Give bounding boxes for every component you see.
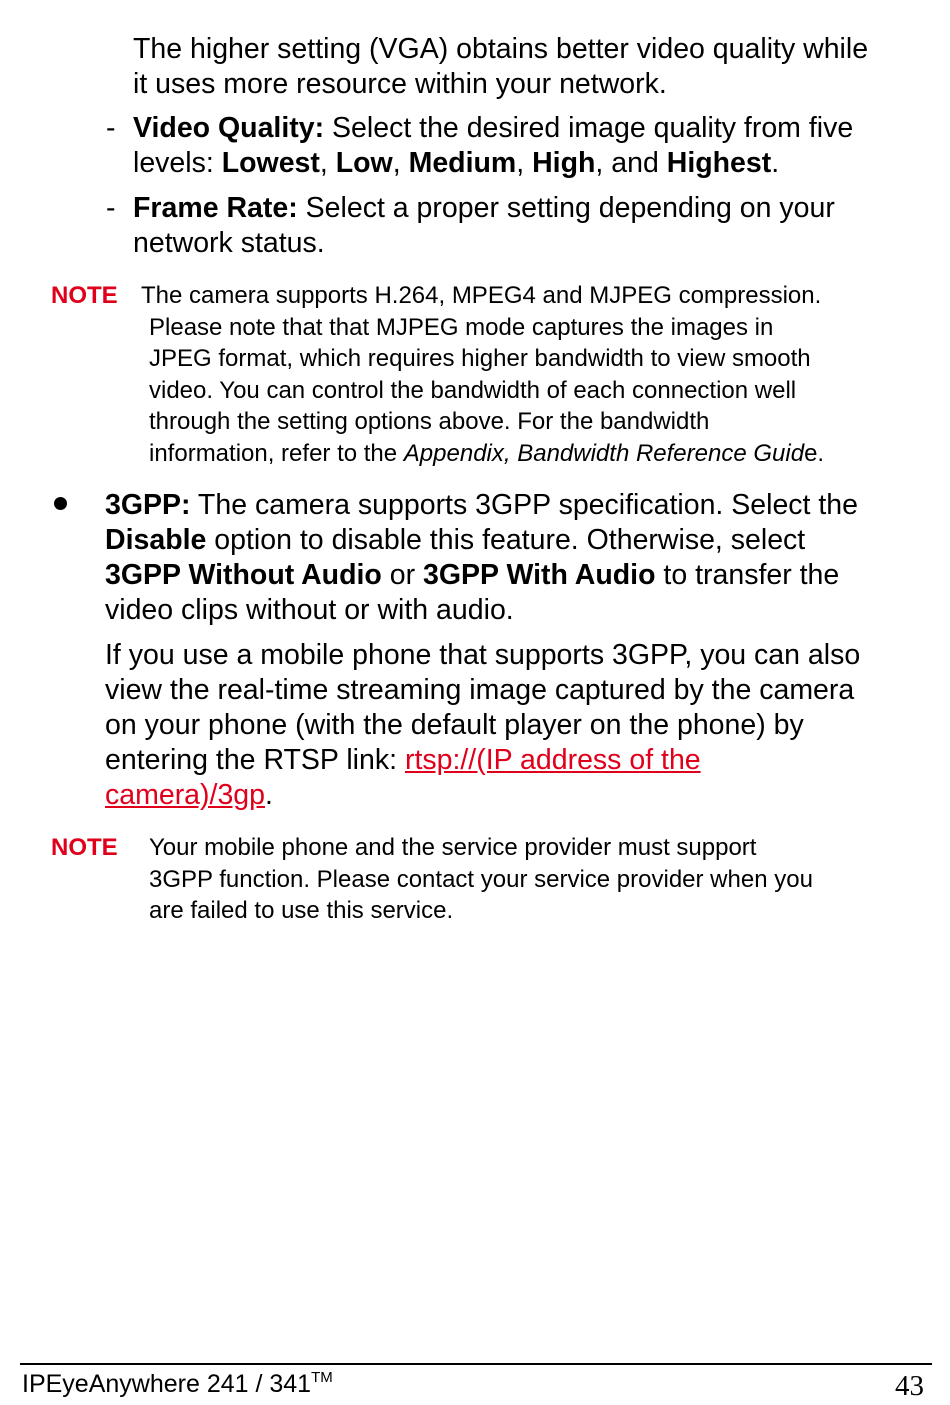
trademark-mark: TM [311,1369,333,1386]
note-label: NOTE [51,834,118,861]
rtsp-link-continued[interactable]: camera)/3gp [105,779,265,811]
level-medium: Medium [408,147,517,179]
intro-line-1: The higher setting (VGA) obtains better video quality while [133,33,869,65]
video-quality-item: Video Quality: Select the desired image quality from five levels: Lowest, Low, Medium, High, and Highest. [133,112,854,179]
dash-marker: - [106,192,116,224]
3gpp-label: 3GPP: [105,489,191,521]
intro-line-2: it uses more resource within your network. [133,68,667,100]
note-1-body: Please note that that MJPEG mode captures the images in JPEG format, which requires higher bandwidth to view smooth video. You can control the bandwidth of each connection well through the setting options above. For the bandwidth information, refer to the Appendix, Bandwidth Reference Guide. [149,313,825,467]
page-number: 43 [895,1370,924,1402]
note-label: NOTE [51,282,118,309]
intro-paragraph [133,32,868,102]
level-high: High [532,147,596,179]
frame-rate-label: Frame Rate: [133,192,298,224]
3gpp-paragraph-2: If you use a mobile phone that supports 3GPP, you can also view the real-time streaming image captured by the camera on your phone (with the default player on the phone) by entering the RTSP link: rtsp://(IP address of the camera)/3gp. [105,639,861,811]
disable-option: Disable [105,524,207,556]
note-2-body: Your mobile phone and the service provider must support 3GPP function. Please contact your service provider when you are failed to use this service. [149,834,813,925]
note-1-first-line: The camera supports H.264, MPEG4 and MJPEG compression. [141,282,822,309]
3gpp-item: 3GPP: The camera supports 3GPP specification. Select the Disable option to disable this feature. Otherwise, select 3GPP Without Audio or 3GPP With Audio to transfer the video clips without or with audio. [105,489,858,626]
frame-rate-item: Frame Rate: Select a proper setting depending on your network status. [133,192,835,259]
with-audio-option: 3GPP With Audio [423,559,656,591]
footer-divider [20,1363,932,1365]
footer-product-name: IPEyeAnywhere 241 / 341™ [22,1369,333,1398]
bullet-icon [54,497,67,510]
level-low: Low [335,147,393,179]
level-lowest: Lowest [221,147,320,179]
level-highest: Highest [666,147,772,179]
video-quality-label: Video Quality: [133,112,325,144]
without-audio-option: 3GPP Without Audio [105,559,382,591]
appendix-reference: Appendix, Bandwidth Reference Guid [403,439,805,467]
rtsp-link[interactable]: rtsp://(IP address of the [404,744,701,776]
dash-marker: - [106,112,116,144]
